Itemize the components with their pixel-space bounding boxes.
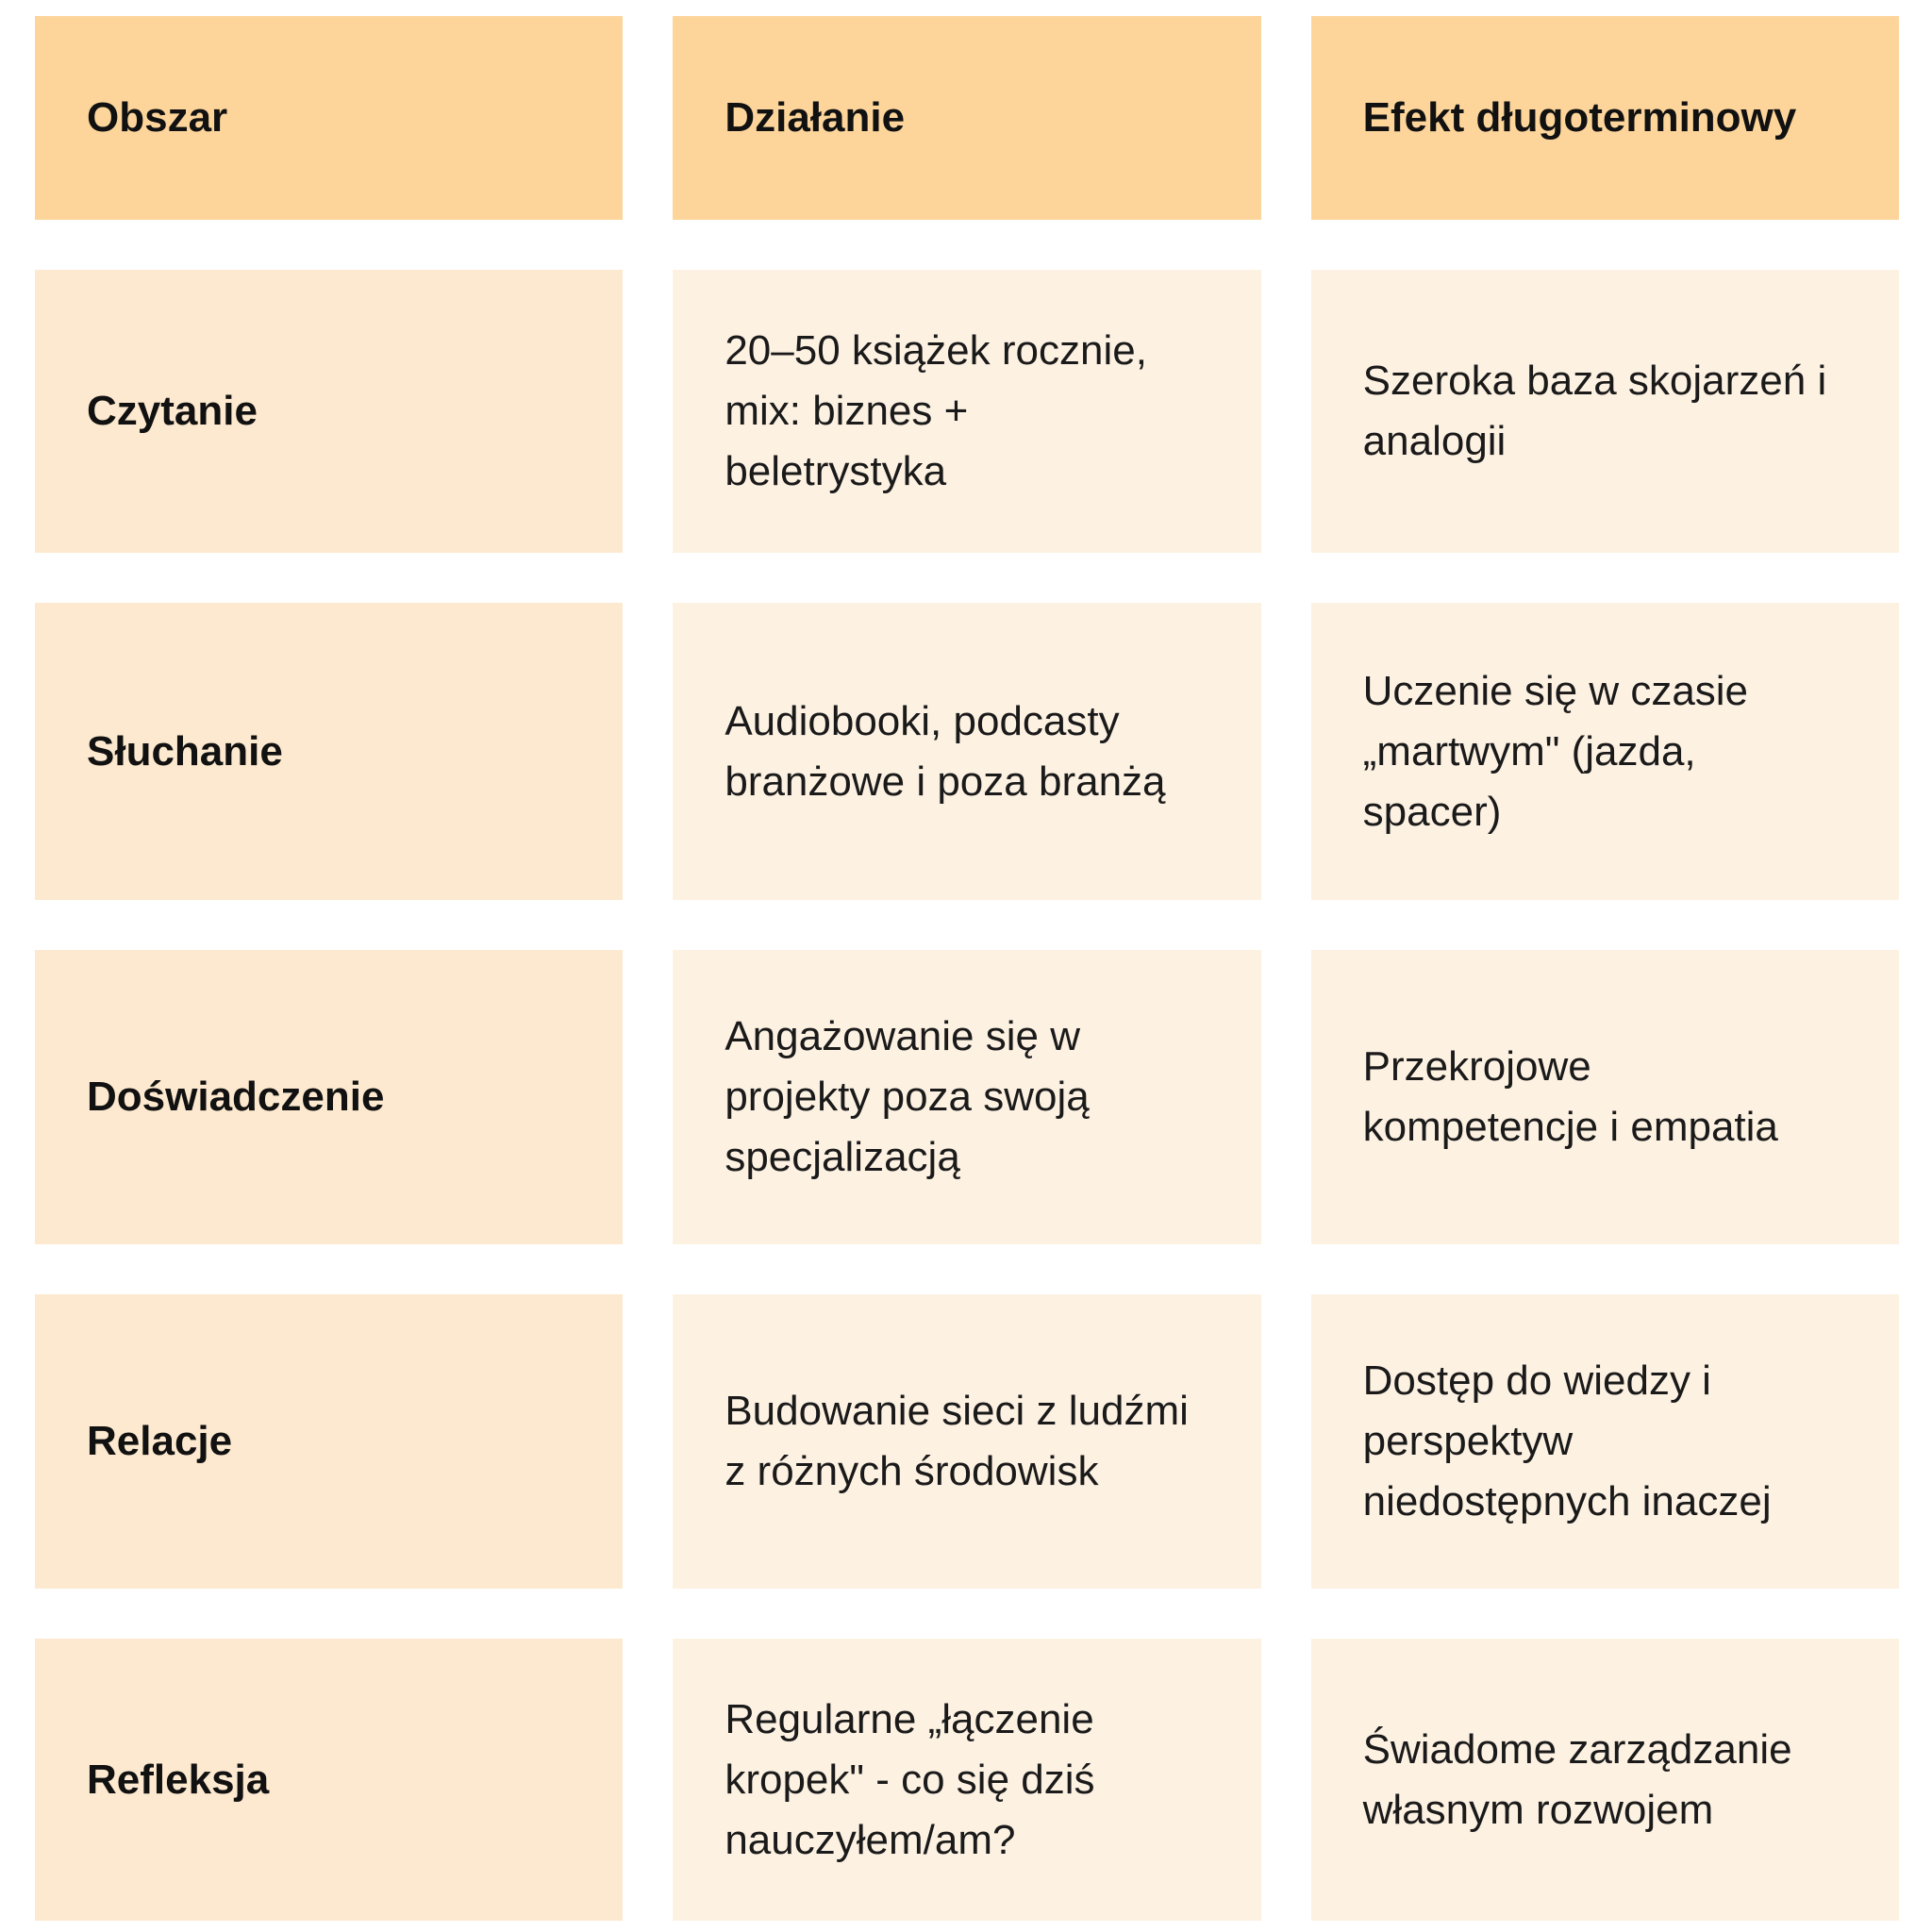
area-label: Refleksja	[87, 1756, 270, 1803]
table-row	[35, 603, 1899, 900]
header-cell-action	[673, 16, 1260, 220]
action-text: Audiobooki, podcasty branżowe i poza branżą	[724, 697, 1166, 805]
header-cell-area	[35, 16, 623, 220]
action-cell	[673, 950, 1260, 1244]
effect-cell	[1311, 1639, 1899, 1921]
area-cell	[35, 1639, 623, 1921]
header-label-action: Działanie	[724, 94, 906, 141]
action-text: 20–50 książek rocznie, mix: biznes + beletrystyka	[724, 327, 1147, 494]
area-label: Relacje	[87, 1418, 233, 1464]
effect-text: Przekrojowe kompetencje i empatia	[1362, 1043, 1778, 1150]
effect-text: Świadome zarządzanie własnym rozwojem	[1362, 1725, 1792, 1833]
effect-cell	[1311, 950, 1899, 1244]
table-header-row	[35, 16, 1899, 220]
area-cell	[35, 603, 623, 900]
area-label: Doświadczenie	[87, 1074, 385, 1120]
area-cell	[35, 1294, 623, 1589]
effect-cell	[1311, 1294, 1899, 1589]
effect-text: Dostęp do wiedzy i perspektyw niedostępnych inaczej	[1362, 1357, 1772, 1524]
effect-text: Szeroka baza skojarzeń i analogii	[1362, 358, 1827, 464]
header-label-area: Obszar	[87, 94, 228, 141]
table-row	[35, 1294, 1899, 1589]
effect-text: Uczenie się w czasie „martwym" (jazda, spacer)	[1362, 667, 1749, 835]
action-cell	[673, 603, 1260, 900]
action-cell	[673, 270, 1260, 553]
action-text: Regularne „łączenie kropek" - co się dziś nauczyłem/am?	[724, 1695, 1095, 1863]
action-text: Angażowanie się w projekty poza swoją specjalizacją	[724, 1013, 1090, 1180]
header-cell-effect	[1311, 16, 1899, 220]
area-label: Czytanie	[87, 388, 258, 434]
table-row	[35, 950, 1899, 1244]
action-cell	[673, 1294, 1260, 1589]
header-label-effect: Efekt długoterminowy	[1362, 94, 1797, 141]
area-cell	[35, 270, 623, 553]
action-cell	[673, 1639, 1260, 1921]
table-row	[35, 270, 1899, 553]
action-text: Budowanie sieci z ludźmi z różnych środowisk	[724, 1388, 1189, 1494]
table-row	[35, 1639, 1899, 1921]
area-label: Słuchanie	[87, 727, 283, 774]
development-table	[35, 16, 1899, 1921]
effect-cell	[1311, 603, 1899, 900]
area-cell	[35, 950, 623, 1244]
effect-cell	[1311, 270, 1899, 553]
